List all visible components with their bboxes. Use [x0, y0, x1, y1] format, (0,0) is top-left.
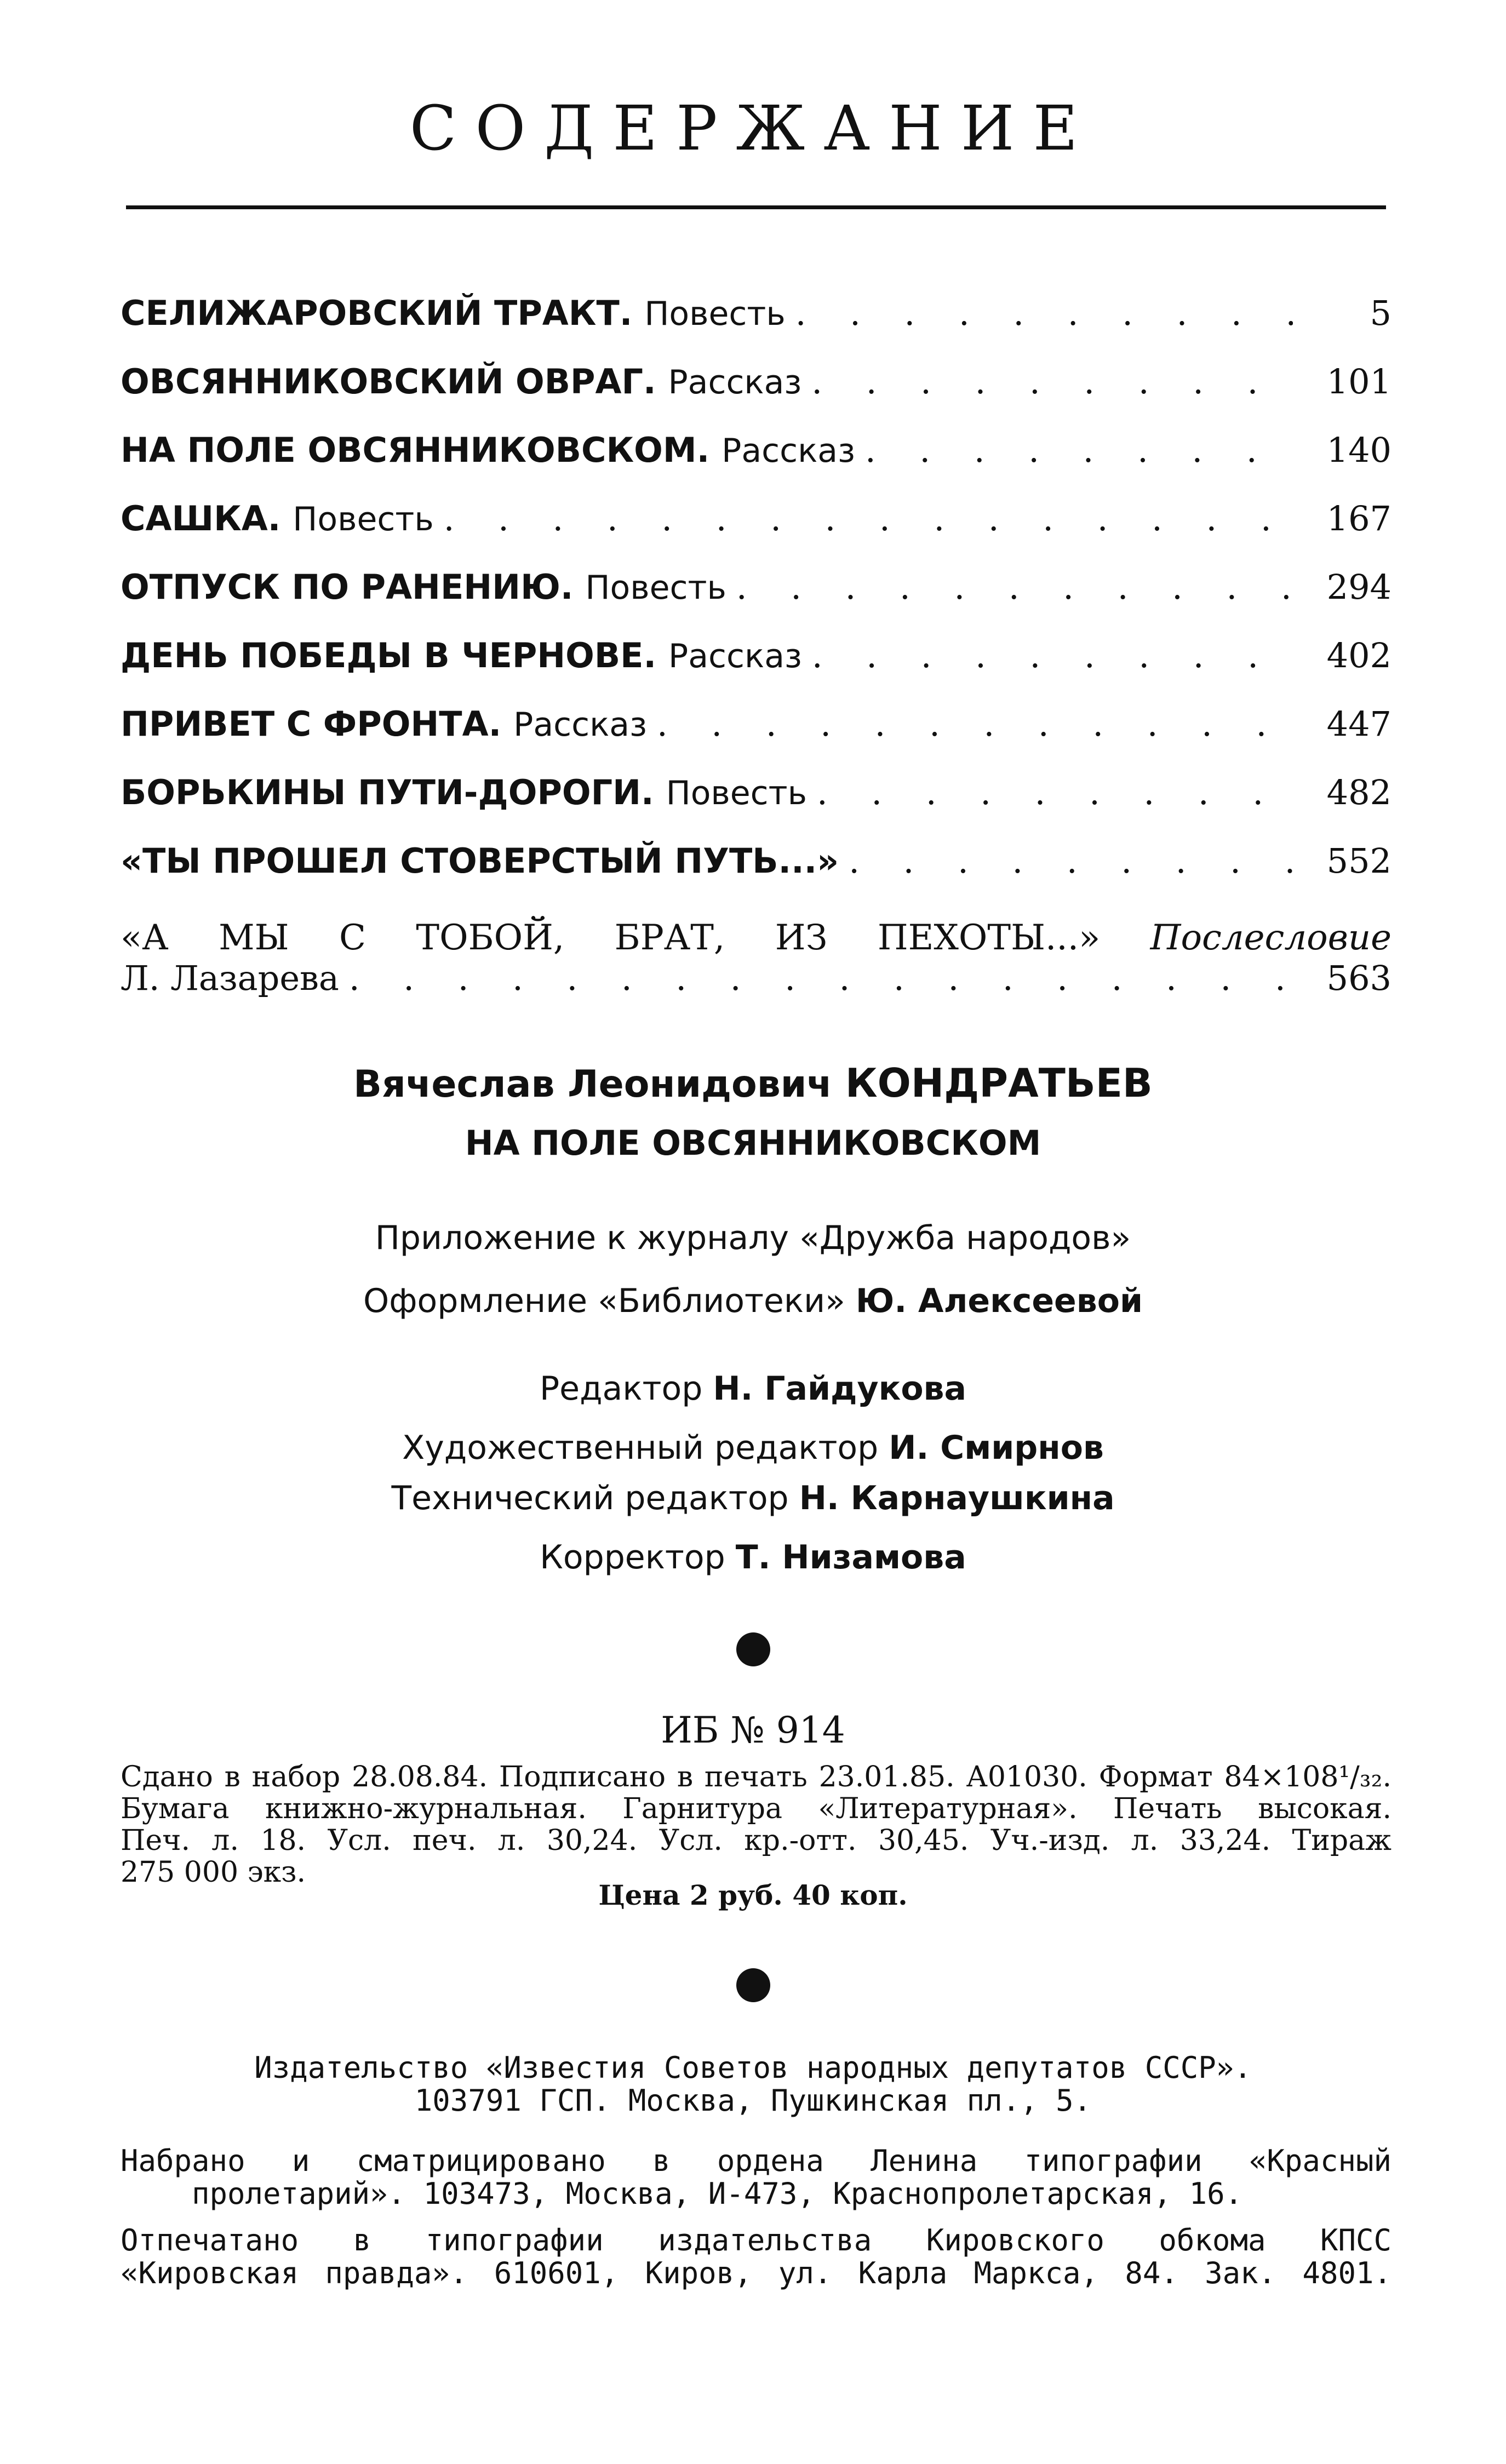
contents-heading: СОДЕРЖАНИЕ [409, 93, 1097, 164]
author-surname: КОНДРАТЬЕВ [845, 1060, 1153, 1106]
print-specs [121, 1761, 1392, 1888]
table-of-contents [121, 293, 1392, 1018]
toc-title: ОВСЯННИКОВСКИЙ ОВРАГ. [121, 362, 656, 402]
bullet-ornament [736, 1968, 770, 2002]
toc-entry[interactable] [121, 498, 1392, 567]
toc-genre: Рассказ [721, 432, 855, 470]
toc-leader [849, 841, 1293, 881]
design-label: Оформление «Библиотеки» [363, 1282, 845, 1320]
printer-line: «Кировская правда». 610601, Киров, ул. Карла Маркса, 84. Зак. 4801. [121, 2256, 1392, 2290]
publisher-line: 103791 ГСП. Москва, Пушкинская пл., 5. [414, 2083, 1092, 2118]
art-editor-name: И. Смирнов [889, 1429, 1104, 1467]
toc-leader [795, 293, 1293, 333]
afterword-word: ПЕХОТЫ...» [877, 918, 1101, 958]
toc-genre: Повесть [293, 500, 434, 538]
toc-entry[interactable] [121, 635, 1392, 704]
toc-genre: Рассказ [668, 637, 802, 675]
toc-page: 563 [1326, 958, 1392, 998]
editor-name: Н. Гайдукова [713, 1369, 967, 1408]
toc-title: НА ПОЛЕ ОВСЯННИКОВСКОМ. [121, 430, 710, 470]
author-name: Вячеслав Леонидович [353, 1063, 833, 1106]
typeset-line: пролетарий». 103473, Москва, И-473, Краснопролетарская, 16. [192, 2176, 1243, 2211]
corrector-name: Т. Низамова [735, 1538, 966, 1577]
typeset-line: Набрано и сматрицировано в ордена Ленина типографии «Красный [121, 2144, 1392, 2178]
design-name: Ю. Алексеевой [855, 1282, 1143, 1320]
toc-title: СЕЛИЖАРОВСКИЙ ТРАКТ. [121, 293, 633, 333]
afterword-word: ИЗ [775, 918, 828, 958]
toc-entry[interactable] [121, 567, 1392, 635]
toc-entry[interactable] [121, 704, 1392, 772]
toc-leader [657, 704, 1293, 744]
afterword-subtitle: Послесловие [1150, 918, 1392, 958]
afterword-word: БРАТ, [614, 918, 725, 958]
corrector-credit [0, 1538, 1506, 1577]
toc-entry[interactable] [121, 293, 1392, 362]
afterword-author: Л. Лазарева [121, 958, 339, 998]
specs-line: 275 000 экз. [121, 1856, 306, 1889]
toc-page: 482 [1326, 772, 1392, 812]
heading-rule [126, 205, 1386, 209]
toc-title: ОТПУСК ПО РАНЕНИЮ. [121, 567, 574, 607]
toc-genre: Рассказ [668, 363, 802, 402]
art-editor-label: Художественный редактор [402, 1429, 879, 1467]
publisher-line: Издательство «Известия Советов народных депутатов СССР». [254, 2050, 1252, 2085]
printer-line: Отпечатано в типографии издательства Кировского обкома КПСС [121, 2223, 1392, 2257]
afterword-word: ТОБОЙ, [416, 918, 565, 958]
toc-title: «ТЫ ПРОШЕЛ СТОВЕРСТЫЙ ПУТЬ...» [121, 841, 839, 881]
tech-editor-name: Н. Карнаушкина [799, 1479, 1115, 1517]
toc-page: 167 [1326, 498, 1392, 538]
toc-leader [444, 498, 1293, 538]
specs-line: Бумага книжно-журнальная. Гарнитура «Литературная». Печать высокая. [121, 1792, 1392, 1825]
toc-page: 5 [1370, 293, 1392, 333]
corrector-label: Корректор [540, 1538, 725, 1577]
afterword-word: МЫ [219, 918, 289, 958]
ib-number: ИБ № 914 [661, 1709, 845, 1751]
toc-entry[interactable] [121, 430, 1392, 498]
specs-line: Сдано в набор 28.08.84. Подписано в печать 23.01.85. А01030. Формат 84×108¹/₃₂. [121, 1761, 1392, 1793]
toc-leader [865, 430, 1293, 470]
toc-genre: Повесть [666, 774, 807, 812]
toc-title: САШКА. [121, 498, 281, 538]
toc-page: 447 [1326, 704, 1392, 744]
editor-label: Редактор [539, 1369, 703, 1408]
author-line [0, 1060, 1506, 1106]
design-credit [0, 1282, 1506, 1320]
toc-leader [812, 635, 1293, 675]
art-editor-credit [0, 1429, 1506, 1467]
afterword-title-line [121, 918, 1392, 958]
afterword-word: С [339, 918, 366, 958]
toc-page: 101 [1326, 362, 1392, 402]
supplement-note: Приложение к журналу «Дружба народов» [375, 1219, 1131, 1257]
specs-line: Печ. л. 18. Усл. печ. л. 30,24. Усл. кр.-отт. 30,45. Уч.-изд. л. 33,24. Тираж [121, 1824, 1392, 1857]
toc-leader [349, 958, 1293, 998]
toc-entry[interactable] [121, 772, 1392, 841]
toc-entry[interactable] [121, 841, 1392, 909]
publisher-info [0, 2052, 1506, 2117]
editor-credit [0, 1369, 1506, 1408]
afterword-word: «А [121, 918, 169, 958]
afterword-author-line [121, 958, 1392, 1018]
tech-editor-label: Технический редактор [391, 1479, 789, 1517]
price: Цена 2 руб. 40 коп. [598, 1879, 908, 1911]
book-title: НА ПОЛЕ ОВСЯННИКОВСКОМ [465, 1123, 1041, 1163]
typeset-info [121, 2145, 1392, 2210]
toc-leader [736, 567, 1293, 607]
toc-title: ПРИВЕТ С ФРОНТА. [121, 704, 502, 744]
toc-leader [811, 362, 1293, 402]
toc-title: БОРЬКИНЫ ПУТИ-ДОРОГИ. [121, 772, 654, 812]
toc-entry-afterword[interactable] [121, 918, 1392, 1018]
toc-entry[interactable] [121, 362, 1392, 430]
toc-leader [817, 772, 1293, 812]
toc-page: 294 [1326, 567, 1392, 607]
toc-genre: Повесть [585, 569, 726, 607]
toc-page: 552 [1326, 841, 1392, 881]
printer-info [121, 2224, 1392, 2290]
bullet-ornament [736, 1632, 770, 1666]
toc-title: ДЕНЬ ПОБЕДЫ В ЧЕРНОВЕ. [121, 635, 657, 675]
toc-page: 402 [1326, 635, 1392, 675]
toc-genre: Рассказ [513, 706, 647, 744]
tech-editor-credit [0, 1479, 1506, 1517]
toc-page: 140 [1326, 430, 1392, 470]
toc-genre: Повесть [644, 295, 786, 333]
